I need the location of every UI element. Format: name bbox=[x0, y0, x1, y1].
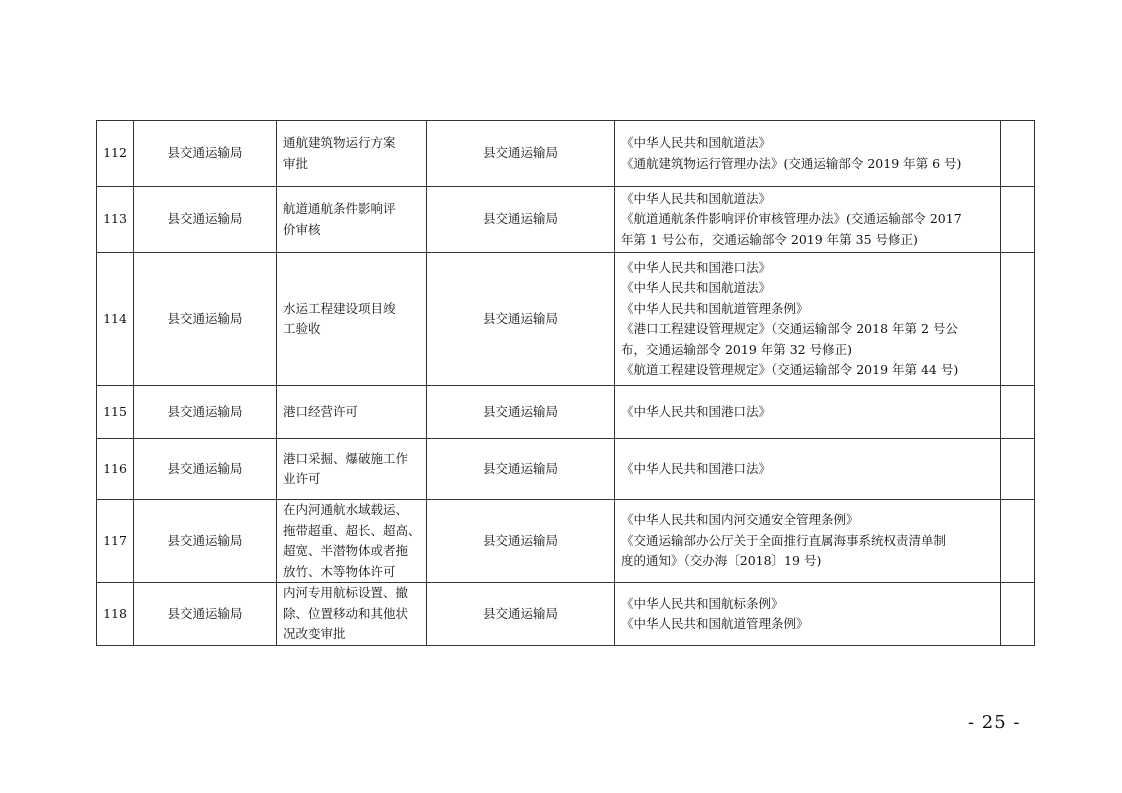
legal-basis-cell-line: 《中华人民共和国航道法》 bbox=[621, 135, 772, 150]
legal-basis-cell-line: 《通航建筑物运行管理办法》(交通运输部令 2019 年第 6 号) bbox=[621, 155, 962, 171]
legal-basis-cell-line: 《港口工程建设管理规定》（交通运输部令 2018 年第 2 号公 bbox=[621, 321, 958, 336]
row-number-cell: 114 bbox=[97, 253, 134, 386]
department-cell: 县交通运输局 bbox=[134, 253, 277, 386]
handling-unit-cell: 县交通运输局 bbox=[427, 439, 615, 500]
item-name-cell bbox=[277, 187, 427, 253]
item-name-cell-line: 除、位置移动和其他状 bbox=[283, 605, 409, 621]
legal-basis-cell-line: 《中华人民共和国港口法》 bbox=[621, 403, 772, 419]
legal-basis-cell-line: 《交通运输部办公厅关于全面推行直属海事系统权责清单制 bbox=[621, 532, 947, 548]
handling-unit-cell: 县交通运输局 bbox=[427, 187, 615, 253]
legal-basis-cell bbox=[615, 500, 1001, 583]
legal-basis-cell-line: 《中华人民共和国内河交通安全管理条例》 bbox=[621, 512, 859, 528]
item-name-cell-line: 港口采掘、爆破施工作 bbox=[283, 450, 409, 466]
legal-basis-cell-line: 布，交通运输部令 2019 年第 32 号修正) bbox=[621, 341, 852, 357]
department-cell: 县交通运输局 bbox=[134, 187, 277, 253]
department-cell: 县交通运输局 bbox=[134, 439, 277, 500]
remarks-cell bbox=[1001, 187, 1035, 253]
item-name-cell-line: 放竹、木等物体许可 bbox=[283, 563, 396, 579]
row-number-cell: 117 bbox=[97, 500, 134, 583]
legal-basis-cell bbox=[615, 386, 1001, 439]
item-name-cell bbox=[277, 253, 427, 386]
remarks-cell bbox=[1001, 121, 1035, 187]
table-row bbox=[97, 439, 1035, 500]
department-cell: 县交通运输局 bbox=[134, 583, 277, 646]
handling-unit-cell: 县交通运输局 bbox=[427, 121, 615, 187]
item-name-cell-line: 工验收 bbox=[283, 321, 321, 336]
legal-basis-cell-line: 《中华人民共和国港口法》 bbox=[621, 460, 772, 476]
item-name-cell-line: 内河专用航标设置、撤 bbox=[283, 585, 409, 601]
row-number-cell: 115 bbox=[97, 386, 134, 439]
legal-basis-cell bbox=[615, 187, 1001, 253]
item-name-cell-line: 况改变审批 bbox=[283, 626, 346, 642]
legal-basis-cell bbox=[615, 253, 1001, 386]
table-row bbox=[97, 386, 1035, 439]
remarks-cell bbox=[1001, 253, 1035, 386]
legal-basis-cell-line: 《中华人民共和国港口法》 bbox=[621, 259, 772, 275]
table-body bbox=[97, 121, 1035, 646]
legal-basis-cell-line: 度的通知》（交办海〔2018〕19 号) bbox=[621, 553, 822, 569]
row-number-cell: 113 bbox=[97, 187, 134, 253]
legal-basis-cell-line: 《中华人民共和国航道管理条例》 bbox=[621, 616, 809, 631]
item-name-cell-line: 业许可 bbox=[283, 471, 321, 486]
table-row bbox=[97, 253, 1035, 386]
legal-basis-cell-line: 《航道工程建设管理规定》（交通运输部令 2019 年第 44 号) bbox=[621, 362, 959, 377]
page-number: - 25 - bbox=[968, 712, 1021, 733]
remarks-cell bbox=[1001, 439, 1035, 500]
item-name-cell-line: 价审核 bbox=[283, 221, 321, 237]
legal-basis-cell bbox=[615, 121, 1001, 187]
department-cell: 县交通运输局 bbox=[134, 386, 277, 439]
legal-basis-cell-line: 《中华人民共和国航道法》 bbox=[621, 190, 772, 206]
row-number-cell: 116 bbox=[97, 439, 134, 500]
legal-basis-cell-line: 《中华人民共和国航道法》 bbox=[621, 280, 772, 295]
table-row bbox=[97, 121, 1035, 187]
item-name-cell bbox=[277, 121, 427, 187]
row-number-cell: 118 bbox=[97, 583, 134, 646]
legal-basis-cell bbox=[615, 439, 1001, 500]
item-name-cell-line: 审批 bbox=[283, 155, 309, 171]
row-number-cell: 112 bbox=[97, 121, 134, 187]
handling-unit-cell: 县交通运输局 bbox=[427, 386, 615, 439]
handling-unit-cell: 县交通运输局 bbox=[427, 500, 615, 583]
item-name-cell-line: 在内河通航水域载运、 bbox=[283, 502, 409, 517]
item-name-cell bbox=[277, 583, 427, 646]
item-name-cell-line: 港口经营许可 bbox=[283, 403, 359, 419]
remarks-cell bbox=[1001, 583, 1035, 646]
item-name-cell-line: 通航建筑物运行方案 bbox=[283, 135, 396, 150]
remarks-cell bbox=[1001, 386, 1035, 439]
table-row bbox=[97, 583, 1035, 646]
item-name-cell-line: 水运工程建设项目竣 bbox=[283, 300, 396, 316]
department-cell: 县交通运输局 bbox=[134, 500, 277, 583]
item-name-cell bbox=[277, 386, 427, 439]
handling-unit-cell: 县交通运输局 bbox=[427, 253, 615, 386]
remarks-cell bbox=[1001, 500, 1035, 583]
item-name-cell-line: 超宽、半潜物体或者拖 bbox=[283, 543, 409, 558]
item-name-cell-line: 拖带超重、超长、超高、 bbox=[283, 522, 421, 538]
item-name-cell-line: 航道通航条件影响评 bbox=[283, 201, 396, 216]
table-row bbox=[97, 500, 1035, 583]
handling-unit-cell: 县交通运输局 bbox=[427, 583, 615, 646]
table-row bbox=[97, 187, 1035, 253]
legal-basis-cell-line: 《航道通航条件影响评价审核管理办法》(交通运输部令 2017 bbox=[621, 211, 962, 227]
legal-basis-cell-line: 年第 1 号公布，交通运输部令 2019 年第 35 号修正) bbox=[621, 231, 918, 247]
legal-basis-cell bbox=[615, 583, 1001, 646]
item-name-cell bbox=[277, 500, 427, 583]
item-name-cell bbox=[277, 439, 427, 500]
legal-basis-cell-line: 《中华人民共和国航道管理条例》 bbox=[621, 300, 809, 316]
permission-table bbox=[96, 120, 1035, 646]
legal-basis-cell-line: 《中华人民共和国航标条例》 bbox=[621, 595, 784, 611]
department-cell: 县交通运输局 bbox=[134, 121, 277, 187]
